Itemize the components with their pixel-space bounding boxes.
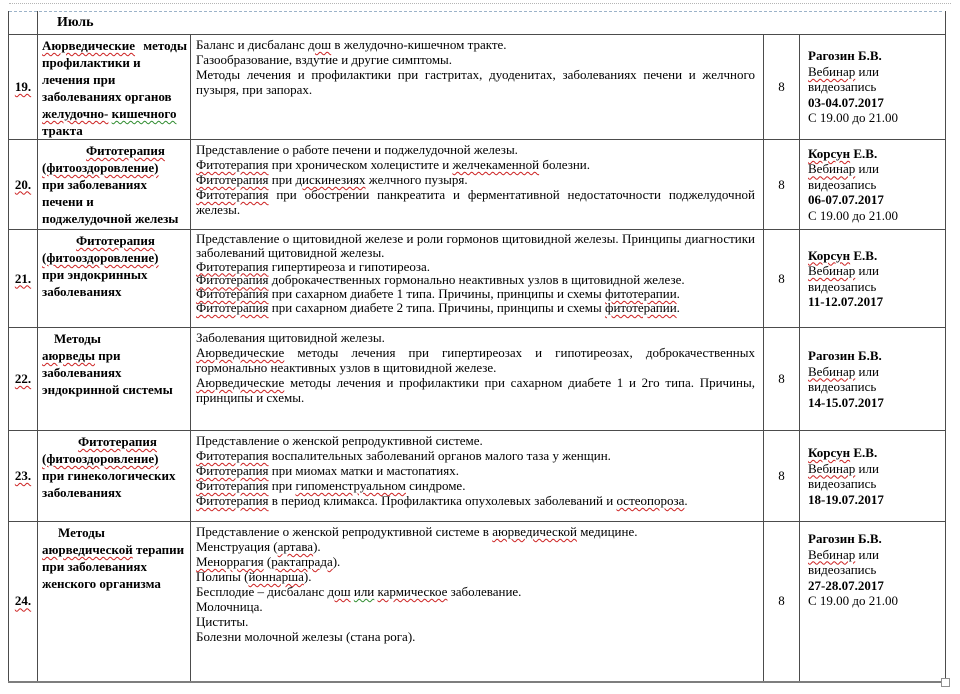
text-segment: женского организма bbox=[42, 576, 161, 591]
description-paragraph bbox=[196, 569, 755, 584]
text-segment: лечения при bbox=[42, 72, 116, 87]
description-paragraph bbox=[196, 584, 755, 599]
misspelled-word: Фитотерапия bbox=[196, 493, 269, 508]
text-segment: Представление о работе печени и поджелудочной железы. bbox=[196, 142, 518, 157]
text-segment: видеозапись bbox=[808, 562, 877, 577]
text-segment: в период климакса. Профилактика опухолевых заболеваний и bbox=[268, 493, 617, 508]
description-paragraph bbox=[196, 330, 755, 345]
text-segment: 03-04.07.2017 bbox=[808, 94, 884, 110]
text-segment: Методы bbox=[54, 331, 101, 346]
instructor-line bbox=[808, 177, 943, 193]
misspelled-word: рактапрада bbox=[271, 554, 333, 569]
hours-cell: 8 bbox=[764, 230, 800, 328]
misspelled-word: Фитотерапия bbox=[196, 172, 269, 187]
text-segment: при заболеваниях bbox=[42, 559, 147, 574]
text-segment: методы лечения и профилактики при сахарном диабете 1 и 2го типа. Причины, принципы и схемы. bbox=[196, 375, 755, 405]
text-segment: С 19.00 до 21.00 bbox=[808, 110, 899, 126]
topic-line bbox=[42, 266, 187, 283]
text-segment: ( bbox=[263, 554, 272, 569]
row-number: 22. bbox=[14, 371, 32, 386]
text-segment: ). bbox=[332, 554, 341, 569]
text-segment: или bbox=[855, 460, 879, 476]
description-cell bbox=[191, 230, 764, 328]
description-paragraph bbox=[196, 433, 755, 448]
text-segment: или bbox=[855, 63, 879, 79]
text-segment: Представление о женской репродуктивной системе. bbox=[196, 433, 483, 448]
text-segment: синдроме. bbox=[405, 478, 466, 493]
misspelled-word: Вебинар bbox=[808, 263, 856, 278]
instructor-line bbox=[808, 64, 943, 80]
topic-line bbox=[42, 541, 187, 558]
description-paragraph bbox=[196, 599, 755, 614]
instructor-line bbox=[808, 248, 943, 264]
text-segment: гипертиреоза и гипотиреоза. bbox=[268, 258, 431, 274]
text-segment: в желудочно-кишечном тракте. bbox=[331, 37, 507, 52]
topic-line bbox=[42, 54, 187, 71]
misspelled-word: Фитотерапия bbox=[196, 272, 269, 288]
text-segment: заболеваниях bbox=[42, 284, 122, 299]
text-segment: при сахарном диабете 1 типа. Причины, принципы и схемы bbox=[268, 286, 606, 302]
misspelled-word: аюрведической bbox=[492, 524, 577, 539]
description-paragraph bbox=[196, 375, 755, 405]
misspelled-word: желудочно- bbox=[42, 106, 109, 121]
text-segment: при bbox=[95, 348, 121, 363]
text-segment: эндокринной системы bbox=[42, 382, 173, 397]
hours-cell: 8 bbox=[764, 35, 800, 140]
text-segment: Представление о женской репродуктивной системе в bbox=[196, 524, 493, 539]
instructor-line bbox=[808, 379, 943, 395]
hours-cell: 8 bbox=[764, 522, 800, 682]
text-segment: или bbox=[855, 546, 879, 562]
text-segment: при заболеваниях bbox=[42, 177, 147, 192]
month-header-spacer-cell bbox=[9, 11, 38, 35]
table-resize-handle[interactable] bbox=[941, 678, 950, 687]
description-cell bbox=[191, 522, 764, 682]
schedule-row bbox=[9, 431, 946, 522]
misspelled-word: Фитотерапия bbox=[196, 258, 269, 274]
row-number-cell bbox=[9, 35, 38, 140]
topic-cell bbox=[38, 230, 191, 328]
description-paragraph bbox=[196, 232, 755, 260]
topic-line bbox=[42, 249, 187, 266]
course-schedule-table bbox=[8, 11, 946, 683]
topic-cell bbox=[38, 140, 191, 230]
text-segment: видеозапись bbox=[808, 176, 877, 192]
hours-cell: 8 bbox=[764, 328, 800, 431]
topic-cell bbox=[38, 431, 191, 522]
instructor-cell bbox=[800, 35, 946, 140]
topic-line bbox=[42, 142, 187, 159]
misspelled-word: Аюрведические bbox=[196, 375, 285, 390]
text-segment: Е.В. bbox=[850, 445, 878, 460]
description-paragraph bbox=[196, 67, 755, 97]
instructor-line bbox=[808, 208, 943, 224]
text-segment: при обострении панкреатита и ферментативной недостаточности поджелудочной железы. bbox=[196, 187, 755, 217]
schedule-row bbox=[9, 522, 946, 682]
misspelled-word: фитотерапии bbox=[605, 299, 677, 315]
topic-line bbox=[42, 433, 187, 450]
row-number-cell bbox=[9, 140, 38, 230]
misspelled-word: йоннарша bbox=[248, 569, 304, 584]
misspelled-word: Фитотерапия bbox=[86, 143, 165, 158]
text-segment: методы bbox=[135, 38, 187, 53]
misspelled-word: кишечного bbox=[111, 106, 177, 121]
instructor-line bbox=[808, 348, 943, 364]
hours-cell: 8 bbox=[764, 431, 800, 522]
topic-line bbox=[42, 524, 187, 541]
topic-line bbox=[42, 176, 187, 193]
misspelled-word: Фитотерапия bbox=[78, 434, 157, 449]
misspelled-word: Фитотерапия bbox=[196, 299, 269, 315]
text-segment: С 19.00 до 21.00 bbox=[808, 207, 899, 223]
description-paragraph bbox=[196, 524, 755, 539]
text-segment: Полипы ( bbox=[196, 569, 249, 584]
misspelled-word: кармическое bbox=[377, 584, 448, 599]
instructor-line bbox=[808, 492, 943, 508]
text-segment: С 19.00 до 21.00 bbox=[808, 593, 899, 608]
instructor-line bbox=[808, 395, 943, 411]
text-segment: видеозапись bbox=[808, 79, 877, 95]
instructor-line bbox=[808, 161, 943, 177]
text-segment: при bbox=[268, 478, 296, 493]
text-segment: 06-07.07.2017 bbox=[808, 192, 884, 208]
description-paragraph bbox=[196, 539, 755, 554]
text-segment: или bbox=[855, 363, 879, 379]
description-paragraph bbox=[196, 301, 755, 315]
text-segment: Представление о щитовидной железе и роли гормонов щитовидной железы. Принципы диагностики заболеваний щитовидной железы. bbox=[196, 231, 755, 260]
text-segment: при гинекологических bbox=[42, 468, 176, 483]
text-segment: Болезни молочной железы (стана рога). bbox=[196, 629, 416, 644]
instructor-line bbox=[808, 294, 943, 310]
misspelled-word: Аюрведические bbox=[196, 345, 285, 360]
misspelled-word: дош bbox=[308, 37, 332, 52]
misspelled-word: Вебинар bbox=[808, 363, 856, 379]
instructor-line bbox=[808, 192, 943, 208]
topic-line bbox=[42, 450, 187, 467]
text-segment: . bbox=[684, 493, 688, 508]
schedule-row bbox=[9, 230, 946, 328]
row-number: 21. bbox=[14, 270, 32, 286]
text-segment: видеозапись bbox=[808, 379, 877, 394]
topic-line bbox=[42, 364, 187, 381]
text-segment: при эндокринных bbox=[42, 267, 148, 282]
description-paragraph bbox=[196, 448, 755, 463]
instructor-line bbox=[808, 263, 943, 279]
instructor-cell bbox=[800, 230, 946, 328]
row-number-cell bbox=[9, 522, 38, 682]
text-segment: 14-15.07.2017 bbox=[808, 394, 884, 410]
month-header-cell: Июль bbox=[38, 11, 946, 35]
text-segment: при хроническом холецистите и bbox=[268, 157, 453, 172]
text-segment: 18-19.07.2017 bbox=[808, 491, 884, 507]
instructor-cell bbox=[800, 140, 946, 230]
misspelled-word: Корсун bbox=[808, 247, 851, 263]
text-segment: Газообразование, вздутие и другие симптомы. bbox=[196, 52, 453, 67]
instructor-line bbox=[808, 48, 943, 64]
misspelled-word: Фитотерапия bbox=[196, 463, 269, 478]
misspelled-word: дискинезиях bbox=[295, 172, 366, 187]
instructor-line bbox=[808, 593, 943, 609]
hours-cell: 8 bbox=[764, 140, 800, 230]
misspelled-word: Фитотерапия bbox=[196, 448, 269, 463]
text-segment: заболеваниях bbox=[42, 365, 122, 380]
instructor-line bbox=[808, 110, 943, 126]
misspelled-word: Вебинар bbox=[808, 161, 856, 177]
instructor-cell bbox=[800, 328, 946, 431]
topic-line bbox=[42, 381, 187, 398]
text-segment: поджелудочной железы bbox=[42, 211, 179, 226]
text-segment: печени и bbox=[42, 194, 94, 209]
misspelled-word: фитотерапии bbox=[605, 286, 677, 302]
description-paragraph bbox=[196, 157, 755, 172]
text-segment: доброкачественных гормонально неактивных узлов в щитовидной железе. bbox=[268, 272, 685, 288]
text-segment: заболеваниях органов bbox=[42, 89, 172, 104]
instructor-cell bbox=[800, 522, 946, 682]
misspelled-word: Фитотерапия bbox=[196, 286, 269, 302]
topic-cell bbox=[38, 328, 191, 431]
misspelled-word: Вебинар bbox=[808, 546, 856, 562]
text-segment: Циститы. bbox=[196, 614, 249, 629]
topic-line bbox=[42, 558, 187, 575]
description-cell bbox=[191, 140, 764, 230]
misspelled-word: (фитооздоровление) bbox=[42, 160, 159, 175]
text-segment: Рагозин Б.В. bbox=[808, 531, 882, 546]
description-cell bbox=[191, 35, 764, 140]
misspelled-word: желчекаменной bbox=[452, 157, 540, 172]
description-paragraph bbox=[196, 37, 755, 52]
misspelled-word: или bbox=[353, 584, 375, 599]
instructor-line bbox=[808, 461, 943, 477]
description-paragraph bbox=[196, 52, 755, 67]
misspelled-word: Аюрведические bbox=[42, 38, 136, 53]
text-segment: при миомах матки и мастопатиях. bbox=[268, 463, 459, 478]
description-paragraph bbox=[196, 172, 755, 187]
topic-cell bbox=[38, 522, 191, 682]
topic-line bbox=[42, 347, 187, 364]
text-segment: видеозапись bbox=[808, 278, 877, 294]
topic-line bbox=[42, 283, 187, 300]
row-number: 23. bbox=[14, 468, 32, 483]
text-segment: Менструация ( bbox=[196, 539, 278, 554]
text-segment: Методы bbox=[58, 525, 105, 540]
instructor-line bbox=[808, 279, 943, 295]
schedule-row bbox=[9, 140, 946, 230]
text-segment: или bbox=[855, 161, 879, 177]
text-segment: методы лечения при гипертиреозах и гипотиреозах, доброкачественных гормонально неактивных узлов в щитовидной железе. bbox=[196, 345, 755, 375]
misspelled-word: Фитотерапия bbox=[196, 478, 269, 493]
instructor-cell bbox=[800, 431, 946, 522]
text-segment: 27-28.07.2017 bbox=[808, 577, 884, 593]
text-segment: ). bbox=[313, 539, 321, 554]
topic-line bbox=[42, 122, 187, 139]
row-number-cell bbox=[9, 431, 38, 522]
description-paragraph bbox=[196, 554, 755, 569]
text-segment: Заболевания щитовидной железы. bbox=[196, 330, 385, 345]
schedule-row bbox=[9, 328, 946, 431]
instructor-line bbox=[808, 364, 943, 380]
topic-line bbox=[42, 193, 187, 210]
misspelled-word: аюрведической bbox=[42, 542, 133, 557]
topic-line bbox=[42, 330, 187, 347]
topic-line bbox=[42, 105, 187, 122]
topic-line bbox=[42, 232, 187, 249]
text-segment: заболевание. bbox=[447, 584, 522, 599]
text-segment: Рагозин Б.В. bbox=[808, 48, 882, 64]
topic-line bbox=[42, 467, 187, 484]
row-number: 24. bbox=[14, 593, 32, 609]
description-paragraph bbox=[196, 345, 755, 375]
description-cell bbox=[191, 328, 764, 431]
instructor-line bbox=[808, 578, 943, 594]
description-paragraph bbox=[196, 142, 755, 157]
text-segment: воспалительных заболеваний органов малого таза у женщин. bbox=[268, 448, 611, 463]
description-paragraph bbox=[196, 273, 755, 287]
text-segment: видеозапись bbox=[808, 476, 877, 491]
topic-line bbox=[42, 37, 187, 54]
text-segment: при сахарном диабете 2 типа. Причины, принципы и схемы bbox=[268, 299, 606, 315]
instructor-line bbox=[808, 95, 943, 111]
instructor-line bbox=[808, 476, 943, 492]
month-header-row bbox=[9, 11, 946, 35]
text-segment: . bbox=[676, 286, 680, 302]
instructor-line bbox=[808, 547, 943, 563]
text-segment: Бесплодие – дисбаланс bbox=[196, 584, 328, 599]
text-segment: Молочница. bbox=[196, 599, 263, 614]
text-segment: ). bbox=[303, 569, 312, 584]
misspelled-word: дош bbox=[327, 584, 351, 599]
text-boundary-dotted-line bbox=[9, 3, 951, 4]
text-segment: желчного пузыря. bbox=[365, 172, 468, 187]
misspelled-word: (фитооздоровление) bbox=[42, 451, 159, 466]
text-segment: Рагозин Б.В. bbox=[808, 348, 882, 363]
description-paragraph bbox=[196, 187, 755, 217]
topic-line bbox=[42, 484, 187, 501]
misspelled-word: Меноррагия bbox=[196, 554, 264, 569]
misspelled-word: Фитотерапия bbox=[76, 233, 155, 248]
description-cell bbox=[191, 431, 764, 522]
text-segment: или bbox=[855, 263, 879, 278]
misspelled-word: Фитотерапия bbox=[196, 187, 269, 202]
topic-line bbox=[42, 210, 187, 227]
schedule-row bbox=[9, 35, 946, 140]
row-number: 20. bbox=[14, 176, 32, 192]
text-segment: Е.В. bbox=[850, 247, 878, 263]
misspelled-word: Корсун bbox=[808, 145, 851, 161]
misspelled-word: (фитооздоровление) bbox=[42, 250, 159, 265]
misspelled-word: артава bbox=[277, 539, 314, 554]
misspelled-word: Фитотерапия bbox=[196, 157, 269, 172]
instructor-line bbox=[808, 562, 943, 578]
text-segment: Баланс и дисбаланс bbox=[196, 37, 309, 52]
row-number-cell bbox=[9, 230, 38, 328]
topic-line bbox=[42, 159, 187, 176]
text-segment: Методы лечения и профилактики при гастритах, дуоденитах, заболеваниях печени и желчного пузыря, при запорах. bbox=[196, 67, 755, 97]
row-number-cell bbox=[9, 328, 38, 431]
misspelled-word: Вебинар bbox=[808, 63, 856, 79]
text-segment: 11-12.07.2017 bbox=[808, 294, 884, 309]
misspelled-word: гипоменструальном bbox=[295, 478, 406, 493]
instructor-line bbox=[808, 146, 943, 162]
description-paragraph bbox=[196, 478, 755, 493]
description-paragraph bbox=[196, 260, 755, 274]
misspelled-word: Вебинар bbox=[808, 460, 856, 476]
description-paragraph bbox=[196, 629, 755, 644]
instructor-line bbox=[808, 531, 943, 547]
misspelled-word: остеопороза bbox=[616, 493, 685, 508]
text-segment: профилактики и bbox=[42, 55, 141, 70]
text-segment: терапии bbox=[132, 542, 185, 557]
schedule-table-body bbox=[9, 35, 946, 682]
misspelled-word: Корсун bbox=[808, 445, 851, 460]
misspelled-word: аюрведы bbox=[42, 348, 96, 363]
instructor-line bbox=[808, 445, 943, 461]
text-segment: тракта bbox=[42, 123, 83, 138]
topic-line bbox=[42, 71, 187, 88]
topic-cell bbox=[38, 35, 191, 140]
topic-line bbox=[42, 88, 187, 105]
text-segment: . bbox=[676, 299, 680, 315]
text-segment: Е.В. bbox=[850, 145, 878, 161]
text-segment: медицине. bbox=[576, 524, 638, 539]
text-segment: заболеваниях bbox=[42, 485, 122, 500]
text-segment: при bbox=[268, 172, 296, 187]
description-paragraph bbox=[196, 493, 755, 508]
description-paragraph bbox=[196, 614, 755, 629]
description-paragraph bbox=[196, 463, 755, 478]
row-number: 19. bbox=[14, 79, 32, 94]
topic-line bbox=[42, 575, 187, 592]
text-segment: болезни. bbox=[539, 157, 591, 172]
description-paragraph bbox=[196, 287, 755, 301]
instructor-line bbox=[808, 79, 943, 95]
